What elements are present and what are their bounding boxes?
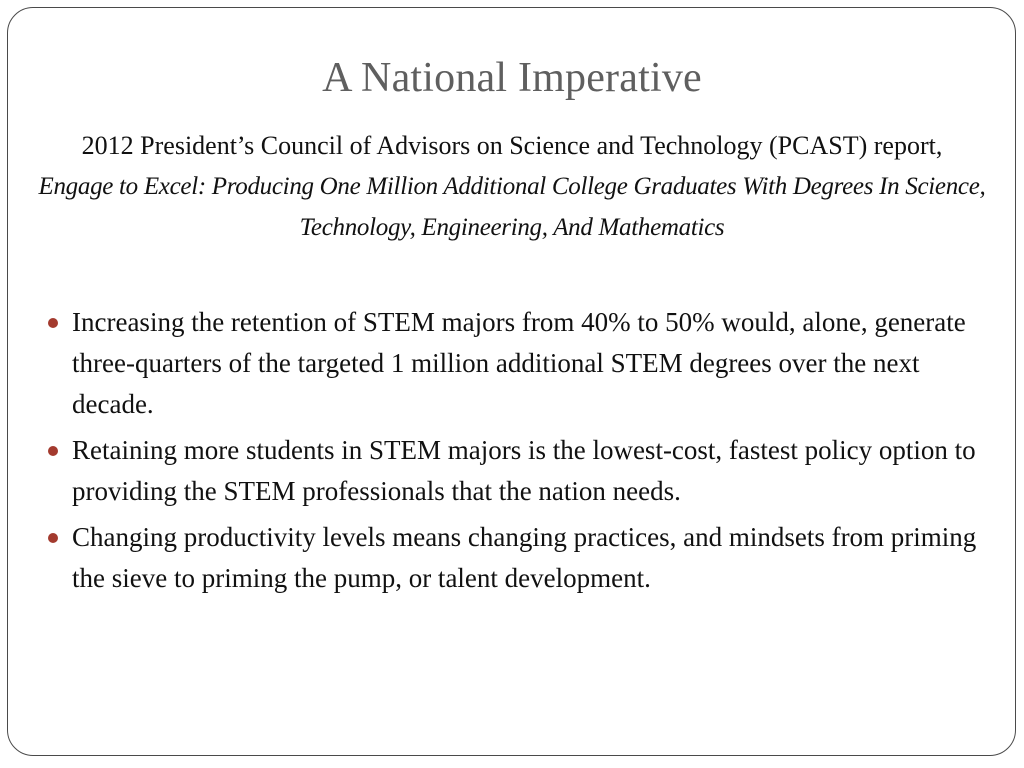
report-citation	[0, 126, 1024, 248]
slide-title: A National Imperative	[322, 55, 702, 101]
report-source-line: 2012 President’s Council of Advisors on Science and Technology (PCAST) report,	[81, 131, 943, 160]
bullet-item	[46, 430, 996, 512]
bullet-text: Increasing the retention of STEM majors from 40% to 50% would, alone, generate three-quarters of the targeted 1 million additional STEM degrees over the next decade.	[72, 307, 966, 419]
bullet-dot-icon	[48, 318, 58, 328]
bullet-dot-icon	[48, 533, 58, 543]
report-title: Engage to Excel: Producing One Million Additional College Graduates With Degrees In Science, Technology, Engineering, And Mathematics	[38, 173, 986, 241]
bullet-dot-icon	[48, 446, 58, 456]
bullet-list	[46, 302, 996, 604]
bullet-item	[46, 517, 996, 599]
bullet-text: Changing productivity levels means changing practices, and mindsets from priming the sieve to priming the pump, or talent development.	[72, 522, 977, 593]
bullet-text: Retaining more students in STEM majors is the lowest-cost, fastest policy option to providing the STEM professionals that the nation needs.	[72, 435, 976, 506]
bullet-item	[46, 302, 996, 425]
